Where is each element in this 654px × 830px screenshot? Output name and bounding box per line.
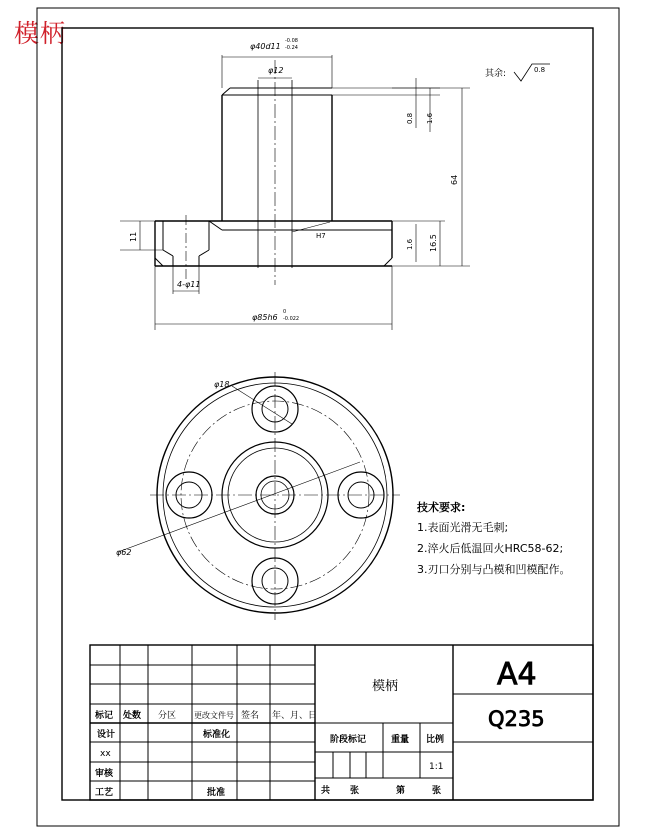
tech-requirement-1: 1.表面光滑无毛刺;: [417, 521, 509, 534]
dim-d85-lower: -0.022: [283, 316, 300, 322]
dim-d12: φ12: [268, 66, 284, 75]
dim-h11: 11: [129, 231, 138, 242]
tech-requirements-title: 技术要求:: [417, 501, 466, 514]
tb-weight: 重量: [391, 735, 410, 745]
tb-paper-size: A4: [497, 657, 537, 692]
tb-part-name: 模柄: [372, 679, 399, 694]
surface-note-label: 其余:: [485, 69, 507, 79]
dim-d18: φ18: [214, 380, 230, 389]
dim-d40-lower: -0.24: [285, 45, 298, 51]
tb-sheet-total: 共: [321, 786, 331, 796]
dim-roughness-a: 0.8: [406, 112, 414, 124]
tb-header-change-doc: 更改文件号: [194, 711, 234, 720]
tb-scale-value: 1:1: [429, 762, 444, 772]
tb-approve: 批准: [207, 788, 226, 798]
top-view: [118, 372, 400, 620]
tb-review: 审核: [95, 769, 114, 779]
outer-border: [37, 8, 619, 826]
dim-h16-5: 16.5: [429, 234, 438, 252]
tb-header-mark: 标记: [95, 711, 114, 721]
tb-header-date: 年、月、日: [272, 711, 318, 721]
tb-standardize: 标准化: [203, 730, 231, 740]
tb-sheet-unit2: 张: [432, 786, 442, 796]
dim-roughness-c: 1.6: [406, 238, 414, 250]
tb-sheet-unit: 张: [350, 786, 360, 796]
tb-design: 设计: [97, 730, 116, 740]
dim-roughness-b: 1.6: [426, 112, 434, 124]
tech-requirement-3: 3.刃口分别与凸模和凹模配作。: [417, 563, 571, 576]
tb-header-zone: 分区: [158, 711, 177, 721]
front-view: [120, 55, 470, 330]
tb-scale: 比例: [426, 735, 445, 745]
tb-xx: xx: [100, 749, 111, 759]
dim-d85-upper: 0: [283, 309, 287, 315]
tb-material: Q235: [488, 707, 545, 731]
tb-stage-mark: 阶段标记: [330, 735, 367, 745]
dim-h64: 64: [450, 174, 459, 185]
dim-d40: φ40d11: [250, 42, 281, 51]
tech-requirement-2: 2.淬火后低温回火HRC58-62;: [417, 542, 564, 555]
dim-d62: φ62: [116, 548, 132, 557]
dim-h7: H7: [316, 232, 326, 240]
dim-d85: φ85h6: [252, 313, 278, 322]
surface-note-value: 0.8: [534, 66, 546, 74]
tb-header-signature: 签名: [241, 711, 260, 721]
tb-sheet-no: 第: [396, 786, 406, 796]
tb-process: 工艺: [95, 788, 114, 798]
header-title: 模柄: [14, 19, 67, 48]
dim-holes: 4-φ11: [177, 280, 201, 289]
tb-header-count: 处数: [123, 711, 142, 721]
dim-d40-upper: -0.08: [285, 38, 298, 44]
